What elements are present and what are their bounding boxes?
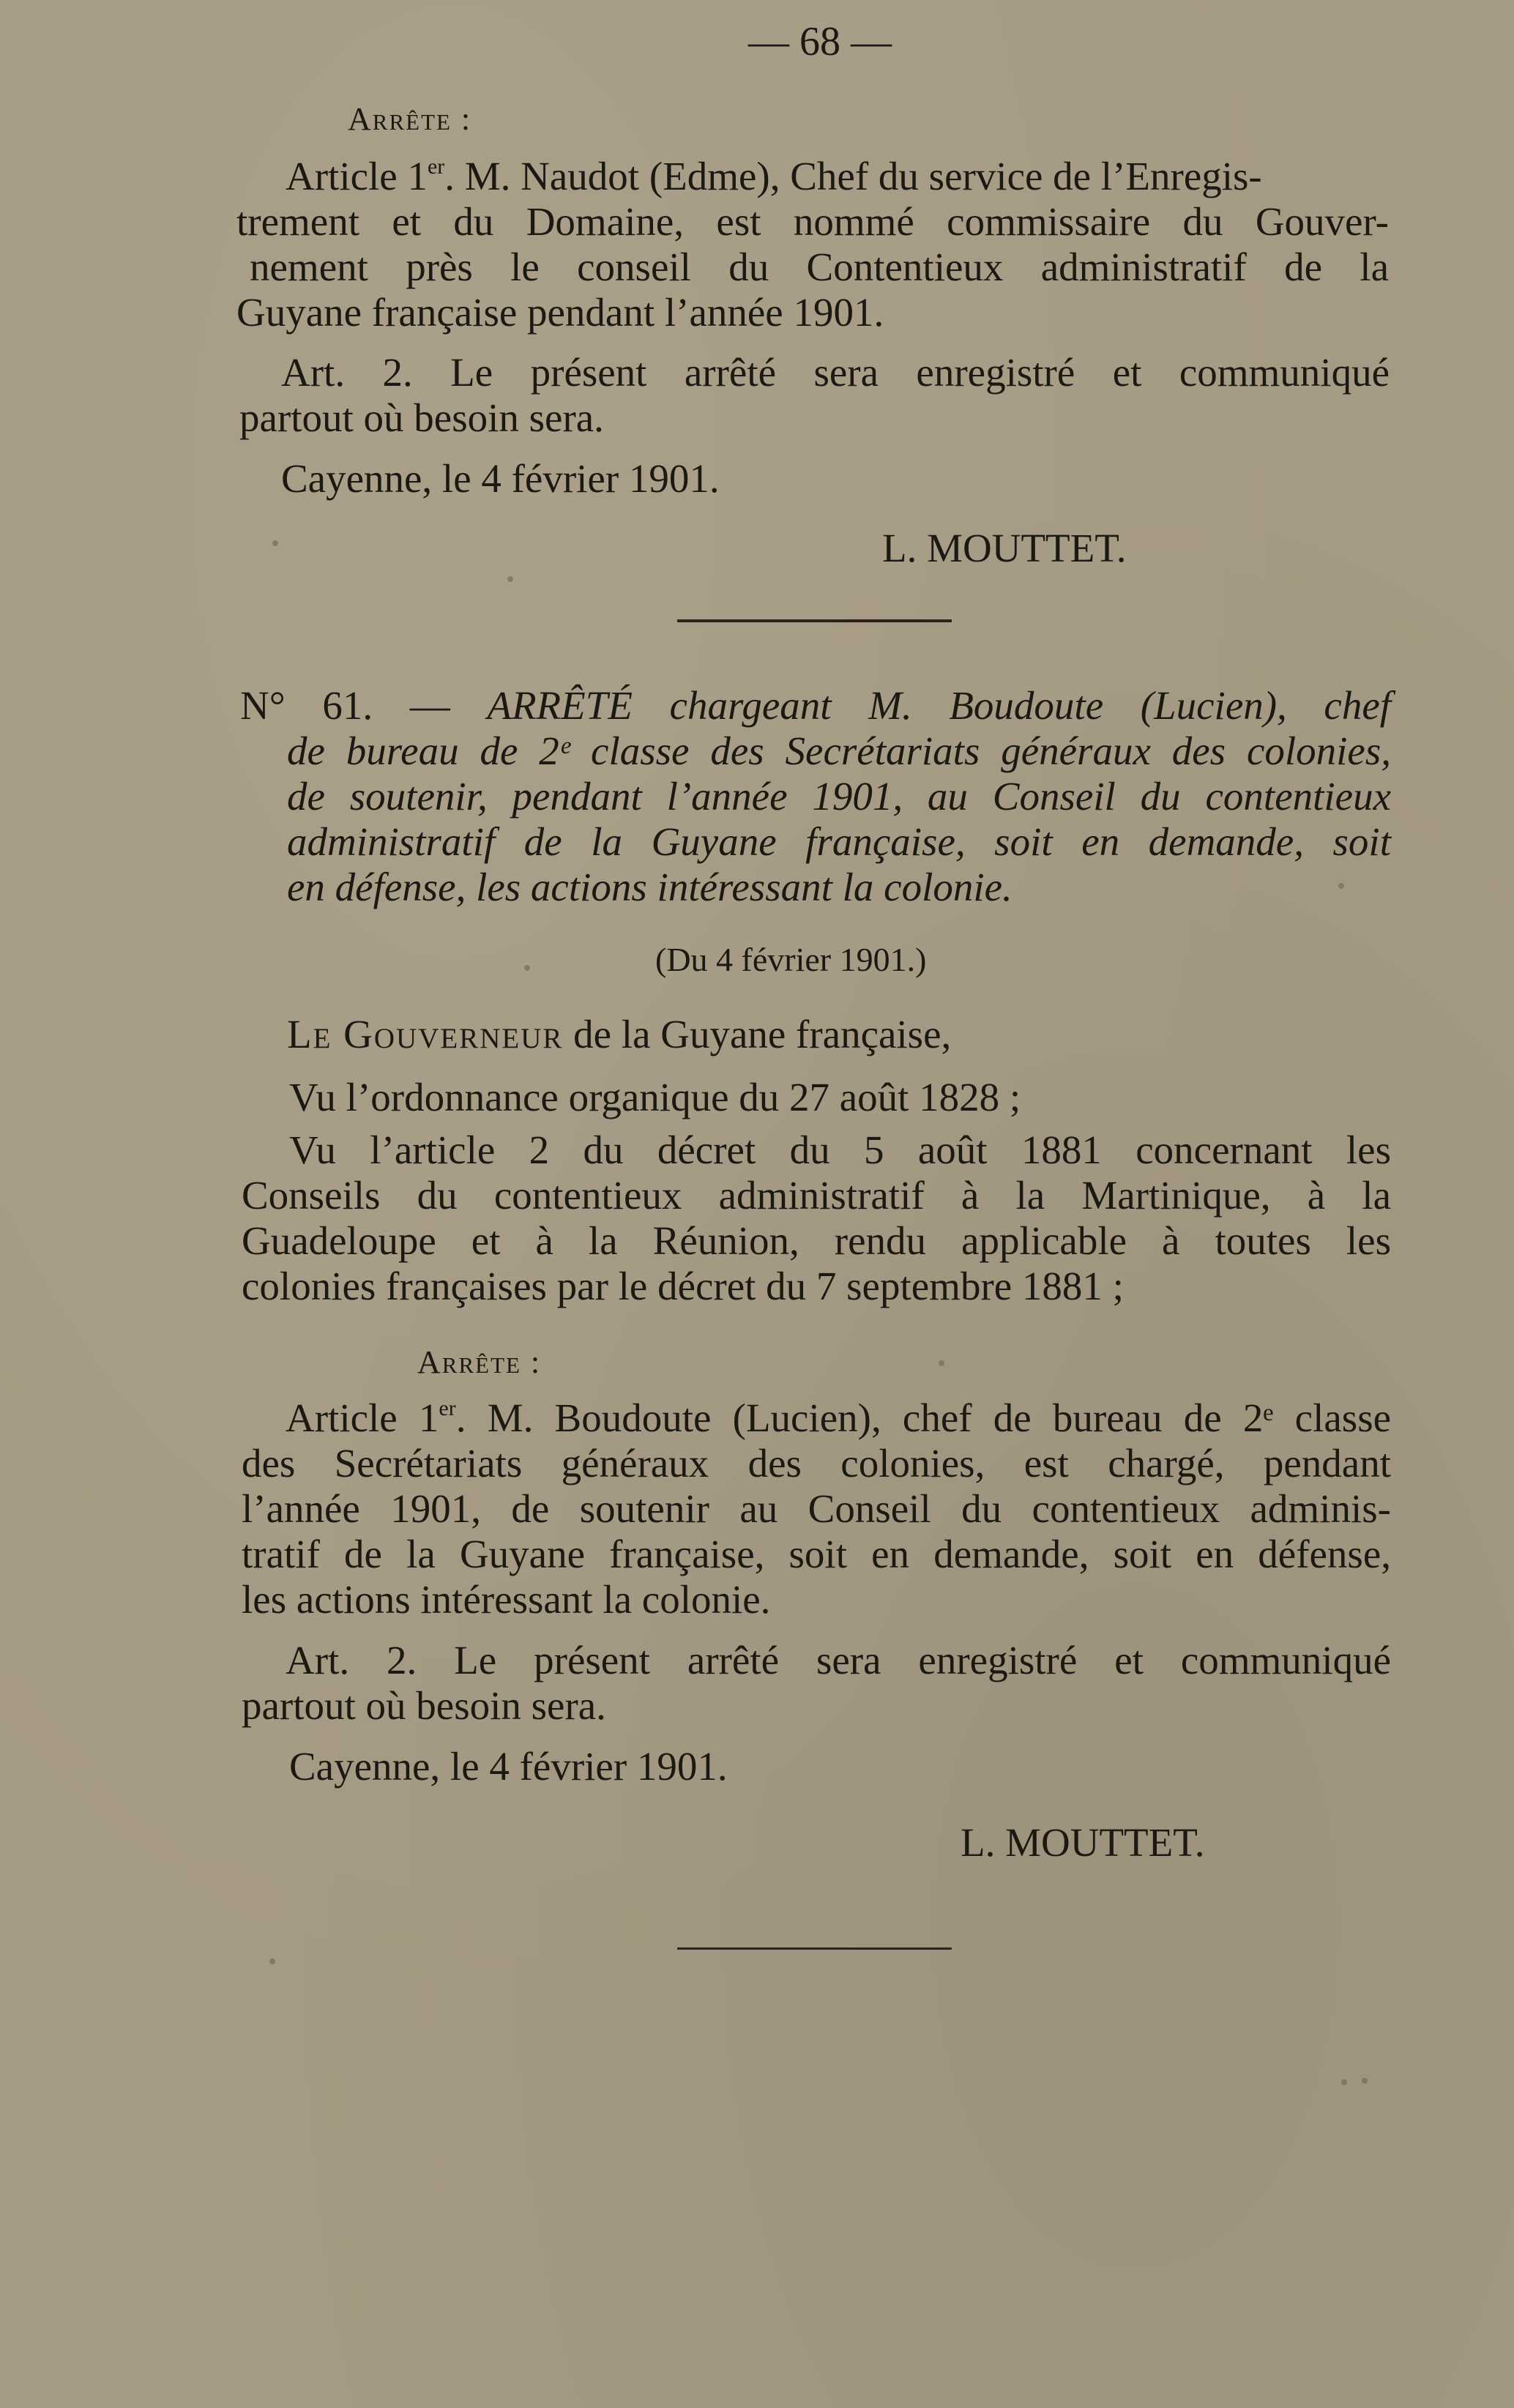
separator-rule-2 xyxy=(677,1947,952,1950)
article-1-label: Article 1 xyxy=(286,154,428,198)
place-date: Cayenne, le 4 février 1901. xyxy=(281,456,720,501)
vu-ordonnance: Vu l’ordonnance organique du 27 août 1828 ; xyxy=(289,1075,1021,1119)
article-2b-line-2: partout où besoin sera. xyxy=(242,1683,606,1728)
scan-speck xyxy=(1338,883,1344,889)
arrete-heading-2: Arrête : xyxy=(417,1344,542,1380)
article-1b-line-2: des Secrétariats généraux des colonies, est chargé, pendant xyxy=(242,1441,1391,1486)
scan-speck xyxy=(269,1958,275,1964)
article-1-line-4: Guyane française pendant l’année 1901. xyxy=(236,290,884,335)
scan-speck xyxy=(524,965,530,971)
page-number: — 68 — xyxy=(748,19,892,64)
title-line-2: de bureau de 2ᵉ classe des Secrétariats généraux des colonies, xyxy=(287,728,1391,773)
article-1-line-3: nement près le conseil du Contentieux administratif de la xyxy=(250,245,1389,289)
article-2-line-1: Art. 2. Le présent arrêté sera enregistré et communiqué xyxy=(281,350,1390,395)
signature-2: L. MOUTTET. xyxy=(961,1820,1205,1865)
article-1b-line-3: l’année 1901, de soutenir au Conseil du contentieux adminis- xyxy=(242,1486,1391,1531)
article-1b-label: Article 1 xyxy=(286,1395,439,1440)
scan-speck xyxy=(507,576,513,582)
title-arrete: ARRÊTÉ xyxy=(487,683,633,728)
title-dash: — xyxy=(409,683,450,728)
vu-article-line-2: Conseils du contentieux administratif à la Martinique, à la xyxy=(242,1173,1391,1218)
title-line-1 xyxy=(240,683,1391,728)
title-line-5: en défense, les actions intéressant la colonie. xyxy=(287,865,1013,909)
gouverneur-rest: de la Guyane française, xyxy=(573,1012,952,1056)
vu-article-line-4: colonies françaises par le décret du 7 septembre 1881 ; xyxy=(242,1264,1124,1308)
article-1b-line-1 xyxy=(286,1395,1391,1441)
vu-article-line-3: Guadeloupe et à la Réunion, rendu applicable à toutes les xyxy=(242,1218,1391,1263)
article-1b-line-5: les actions intéressant la colonie. xyxy=(242,1577,771,1622)
title-number: N° 61. xyxy=(240,683,373,728)
vu-article-line-1: Vu l’article 2 du décret du 5 août 1881 concernant les xyxy=(289,1127,1391,1172)
place-date-2: Cayenne, le 4 février 1901. xyxy=(289,1744,728,1789)
article-2b-line-1: Art. 2. Le présent arrêté sera enregistré et communiqué xyxy=(286,1638,1391,1682)
title-line-3: de soutenir, pendant l’année 1901, au Conseil du contentieux xyxy=(287,774,1391,819)
article-1b-line-4: tratif de la Guyane française, soit en demande, soit en défense, xyxy=(242,1532,1391,1576)
decree-date: (Du 4 février 1901.) xyxy=(655,941,927,978)
scan-speck xyxy=(272,540,278,546)
title-text: chargeant M. Boudoute (Lucien), chef xyxy=(669,683,1392,728)
article-1-text: . M. Naudot (Edme), Chef du service de l’Enregis- xyxy=(444,154,1262,198)
article-1-line-2: trement et du Domaine, est nommé commissaire du Gouver- xyxy=(236,199,1389,244)
article-1-line-1 xyxy=(286,154,1262,199)
article-1b-sup: er xyxy=(439,1396,456,1420)
title-line-4: administratif de la Guyane française, soit en demande, soit xyxy=(287,819,1391,864)
scan-speck xyxy=(939,1360,944,1366)
separator-rule xyxy=(677,619,952,622)
gouverneur-caps: Le Gouverneur xyxy=(287,1012,564,1056)
article-1b-text: . M. Boudoute (Lucien), chef de bureau de 2ᵉ classe xyxy=(455,1395,1392,1440)
scan-speck xyxy=(1341,2079,1347,2085)
article-2-line-2: partout où besoin sera. xyxy=(239,395,604,440)
scan-speck xyxy=(1362,2078,1368,2084)
gouverneur-line xyxy=(287,1012,951,1057)
article-1-sup: er xyxy=(427,154,445,179)
arrete-heading: Arrête : xyxy=(348,101,472,137)
signature: L. MOUTTET. xyxy=(882,526,1127,570)
